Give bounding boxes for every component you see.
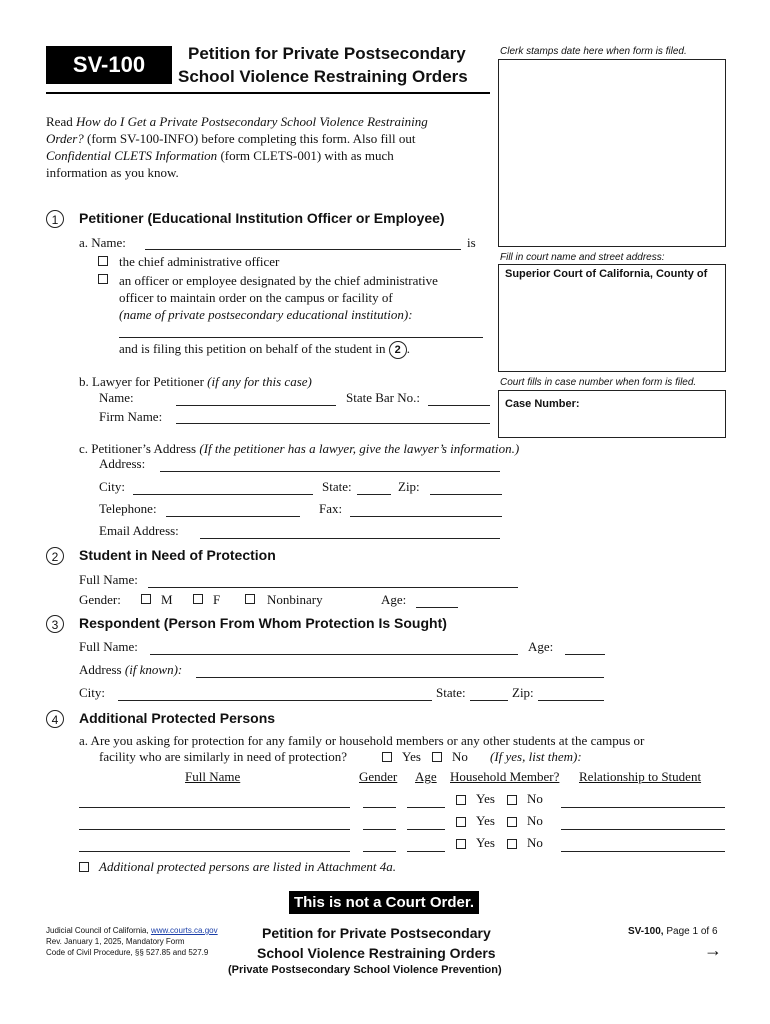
- case-number-note: Court fills in case number when form is filed.: [500, 377, 697, 388]
- info-form-title-2: Order?: [46, 131, 84, 146]
- clets-title: Confidential CLETS Information: [46, 148, 218, 163]
- household-no-label: No: [527, 835, 543, 850]
- gender-nonbinary-label: Nonbinary: [267, 592, 323, 607]
- person-gender-field[interactable]: [363, 807, 396, 808]
- institution-name-field[interactable]: [119, 337, 483, 338]
- is-label: is: [467, 235, 476, 250]
- household-no-checkbox[interactable]: [507, 795, 517, 805]
- footer-code: Code of Civil Procedure, §§ 527.85 and 527.9: [46, 948, 209, 957]
- section-2-title: Student in Need of Protection: [79, 547, 276, 563]
- person-age-field[interactable]: [407, 807, 445, 808]
- telephone-label: Telephone:: [99, 501, 157, 516]
- section-3-title: Respondent (Person From Whom Protection Is Sought): [79, 615, 447, 631]
- additional-no-checkbox[interactable]: [432, 752, 442, 762]
- filing-behalf-text: [119, 341, 410, 359]
- city-label: City:: [99, 479, 126, 494]
- household-yes-label: Yes: [476, 813, 495, 828]
- petitioner-address-label: c. Petitioner’s Address: [79, 441, 200, 456]
- respondent-address-note: (if known):: [124, 662, 183, 677]
- additional-yes-checkbox[interactable]: [382, 752, 392, 762]
- chief-officer-label: the chief administrative officer: [119, 254, 280, 269]
- fax-label: Fax:: [319, 501, 343, 516]
- household-yes-checkbox[interactable]: [456, 839, 466, 849]
- person-age-field[interactable]: [407, 851, 445, 852]
- lawyer-heading: [79, 374, 312, 390]
- household-no-label: No: [527, 813, 543, 828]
- header-rule: [46, 92, 490, 94]
- address-label: Address:: [99, 456, 146, 471]
- attachment-label: Additional protected persons are listed in Attachment 4a.: [99, 859, 397, 874]
- additional-no-label: No: [452, 749, 468, 764]
- relationship-field[interactable]: [561, 851, 725, 852]
- designated-line1: an officer or employee designated by the chief administrative: [119, 273, 438, 288]
- designated-line3: (name of private postsecondary educational institution):: [119, 307, 413, 322]
- respondent-zip-field[interactable]: [538, 700, 604, 701]
- designated-officer-checkbox[interactable]: [98, 274, 108, 284]
- clerk-stamp-box: [498, 59, 726, 247]
- respondent-age-label: Age:: [528, 639, 554, 654]
- section-2-number: 2: [46, 547, 64, 565]
- chief-officer-checkbox[interactable]: [98, 256, 108, 266]
- lawyer-name-field[interactable]: [176, 405, 336, 406]
- designated-officer-label: [119, 272, 438, 323]
- address-field[interactable]: [160, 471, 500, 472]
- filing-ref-circle: 2: [389, 341, 407, 359]
- not-court-order-banner: This is not a Court Order.: [289, 891, 479, 914]
- court-label: Superior Court of California, County of: [505, 268, 708, 280]
- respondent-state-field[interactable]: [470, 700, 508, 701]
- respondent-city-field[interactable]: [118, 700, 432, 701]
- email-field[interactable]: [200, 538, 500, 539]
- person-name-field[interactable]: [79, 851, 350, 852]
- telephone-field[interactable]: [166, 516, 300, 517]
- additional-question-line1: a. Are you asking for protection for any family or household members or any other students at the campus or: [79, 733, 645, 748]
- state-bar-label: State Bar No.:: [346, 390, 421, 405]
- student-name-label: Full Name:: [79, 572, 138, 587]
- gender-m-label: M: [161, 592, 173, 607]
- footer-council: [46, 926, 218, 935]
- respondent-address-field[interactable]: [196, 677, 604, 678]
- person-name-field[interactable]: [79, 829, 350, 830]
- attachment-checkbox[interactable]: [79, 862, 89, 872]
- fax-field[interactable]: [350, 516, 502, 517]
- info-form-title: How do I Get a Private Postsecondary School Violence Restraining: [75, 114, 428, 129]
- respondent-zip-label: Zip:: [512, 685, 534, 700]
- household-yes-checkbox[interactable]: [456, 817, 466, 827]
- footer-page-info: [628, 926, 718, 937]
- form-id-badge: SV-100: [46, 46, 172, 84]
- col-relationship: Relationship to Student: [579, 769, 702, 784]
- intro-read: Read: [46, 114, 76, 129]
- state-field[interactable]: [357, 494, 391, 495]
- case-number-label: Case Number:: [505, 398, 580, 410]
- col-age: Age: [415, 769, 437, 784]
- zip-label: Zip:: [398, 479, 420, 494]
- household-no-label: No: [527, 791, 543, 806]
- relationship-field[interactable]: [561, 829, 725, 830]
- footer-page-number: Page 1 of 6: [663, 926, 718, 937]
- household-no-checkbox[interactable]: [507, 817, 517, 827]
- lawyer-label: b. Lawyer for Petitioner: [79, 374, 208, 389]
- gender-m-checkbox[interactable]: [141, 594, 151, 604]
- respondent-city-label: City:: [79, 685, 106, 700]
- section-1-title: Petitioner (Educational Institution Officer or Employee): [79, 210, 445, 226]
- email-label: Email Address:: [99, 523, 179, 538]
- col-household: Household Member?: [450, 769, 560, 784]
- if-yes-note: (If yes, list them):: [490, 749, 582, 764]
- petitioner-name-field[interactable]: [145, 249, 461, 250]
- student-name-field[interactable]: [148, 587, 518, 588]
- lawyer-name-label: Name:: [99, 390, 134, 405]
- footer-revision: Rev. January 1, 2025, Mandatory Form: [46, 937, 185, 946]
- section-1-number: 1: [46, 210, 64, 228]
- col-full-name: Full Name: [185, 769, 241, 784]
- respondent-age-field[interactable]: [565, 654, 605, 655]
- footer-title-line2: School Violence Restraining Orders: [257, 945, 496, 961]
- respondent-address-label: Address: [79, 662, 125, 677]
- form-title-line1: Petition for Private Postsecondary: [188, 44, 466, 63]
- additional-question-line2: facility who are similarly in need of protection?: [99, 749, 347, 764]
- petitioner-name-label: a. Name:: [79, 235, 126, 250]
- intro-line4: information as you know.: [46, 165, 179, 180]
- lawyer-note: (if any for this case): [207, 374, 312, 389]
- gender-f-checkbox[interactable]: [193, 594, 203, 604]
- respondent-name-label: Full Name:: [79, 639, 138, 654]
- footer-form-id: SV-100,: [628, 926, 664, 937]
- designated-line2: officer to maintain order on the campus or facility of: [119, 290, 393, 305]
- section-4-number: 4: [46, 710, 64, 728]
- relationship-field[interactable]: [561, 807, 725, 808]
- petitioner-address-note: (If the petitioner has a lawyer, give the lawyer’s information.): [199, 441, 520, 456]
- household-yes-checkbox[interactable]: [456, 795, 466, 805]
- zip-field[interactable]: [430, 494, 502, 495]
- additional-yes-label: Yes: [402, 749, 421, 764]
- court-fill-note: Fill in court name and street address:: [500, 252, 665, 263]
- person-gender-field[interactable]: [363, 829, 396, 830]
- council-text: Judicial Council of California,: [46, 926, 151, 935]
- student-age-label: Age:: [381, 592, 407, 607]
- intro-after-clets: (form CLETS-001) with as much: [217, 148, 394, 163]
- person-age-field[interactable]: [407, 829, 445, 830]
- student-age-field[interactable]: [416, 607, 458, 608]
- firm-name-label: Firm Name:: [99, 409, 163, 424]
- footer-subtitle: (Private Postsecondary School Violence Prevention): [228, 964, 502, 976]
- filing-text: and is filing this petition on behalf of the student in: [119, 341, 386, 356]
- section-4-title: Additional Protected Persons: [79, 710, 276, 726]
- courts-link[interactable]: www.courts.ca.gov: [150, 926, 218, 935]
- state-label: State:: [322, 479, 352, 494]
- intro-text: [46, 113, 466, 181]
- person-name-field[interactable]: [79, 807, 350, 808]
- court-name-box[interactable]: [498, 264, 726, 372]
- form-title-line2: School Violence Restraining Orders: [178, 67, 468, 86]
- respondent-state-label: State:: [436, 685, 466, 700]
- city-field[interactable]: [133, 494, 313, 495]
- firm-name-field[interactable]: [176, 423, 490, 424]
- clerk-stamp-note: Clerk stamps date here when form is filed.: [500, 46, 687, 57]
- petitioner-address-heading: [79, 441, 519, 457]
- footer-title-line1: Petition for Private Postsecondary: [262, 925, 491, 941]
- section-3-number: 3: [46, 615, 64, 633]
- next-page-arrow-icon[interactable]: →: [704, 940, 722, 960]
- intro-after-title: (form SV-100-INFO) before completing this form. Also fill out: [83, 131, 416, 146]
- state-bar-field[interactable]: [428, 405, 490, 406]
- household-yes-label: Yes: [476, 835, 495, 850]
- person-gender-field[interactable]: [363, 851, 396, 852]
- respondent-name-field[interactable]: [150, 654, 518, 655]
- filing-period: .: [406, 341, 410, 356]
- col-gender: Gender: [359, 769, 398, 784]
- household-yes-label: Yes: [476, 791, 495, 806]
- gender-nonbinary-checkbox[interactable]: [245, 594, 255, 604]
- respondent-address-heading: [79, 662, 182, 678]
- student-gender-label: Gender:: [79, 592, 121, 607]
- gender-f-label: F: [213, 592, 221, 607]
- household-no-checkbox[interactable]: [507, 839, 517, 849]
